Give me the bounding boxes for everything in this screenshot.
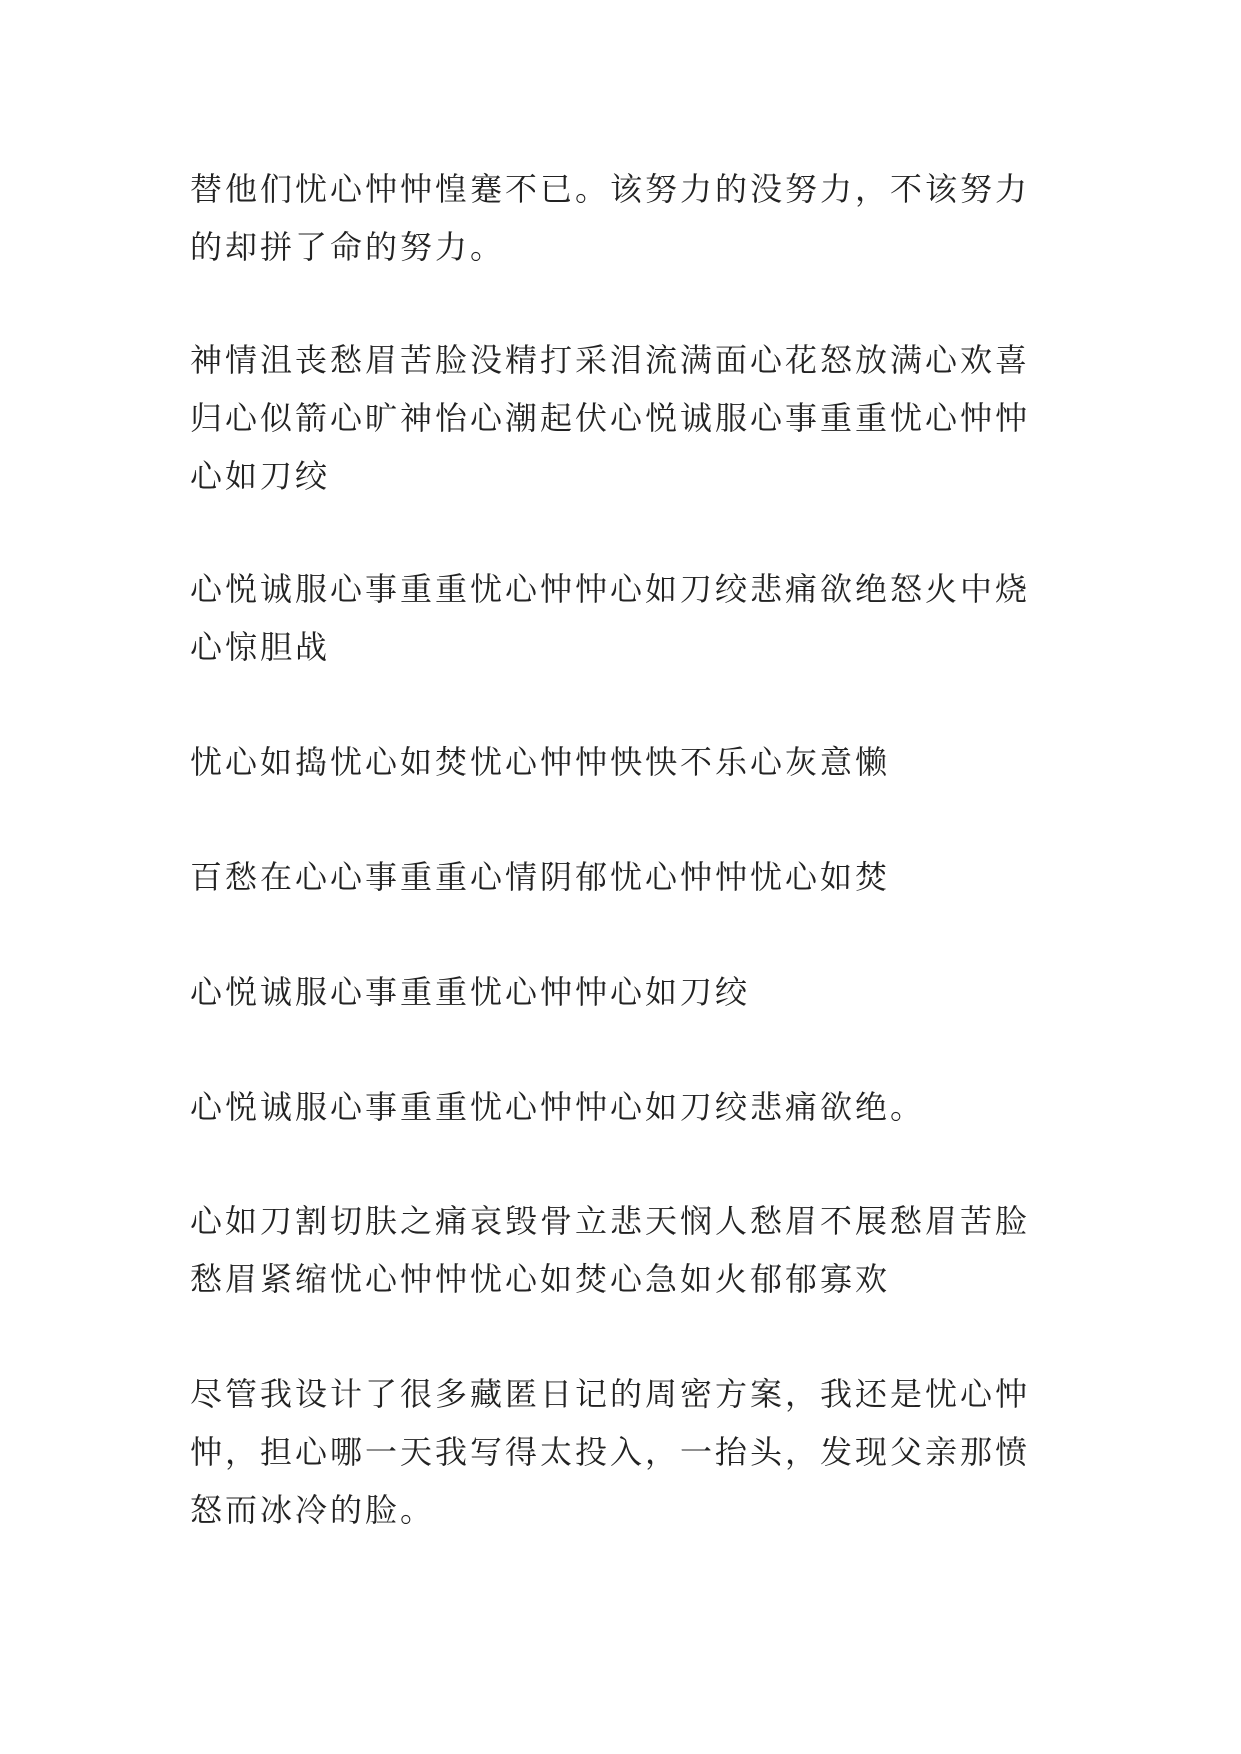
paragraph: 神情沮丧愁眉苦脸没精打采泪流满面心花怒放满心欢喜归心似箭心旷神怡心潮起伏心悦诚服心事重重忧心忡忡心如刀绞 <box>190 341 1031 495</box>
paragraph: 心如刀割切肤之痛哀毁骨立悲天悯人愁眉不展愁眉苦脸愁眉紧缩忧心忡忡忧心如焚心急如火郁郁寡欢 <box>190 1202 1031 1298</box>
paragraph: 尽管我设计了很多藏匿日记的周密方案，我还是忧心忡忡，担心哪一天我写得太投入，一抬头，发现父亲那愤怒而冰冷的脸。 <box>190 1375 1031 1529</box>
paragraph: 替他们忧心忡忡惶蹇不已。该努力的没努力，不该努力的却拼了命的努力。 <box>190 170 1031 266</box>
paragraph: 心悦诚服心事重重忧心忡忡心如刀绞悲痛欲绝怒火中烧心惊胆战 <box>190 570 1031 666</box>
paragraph: 心悦诚服心事重重忧心忡忡心如刀绞悲痛欲绝。 <box>190 1088 926 1126</box>
document-body <box>190 160 1060 1539</box>
paragraph: 心悦诚服心事重重忧心忡忡心如刀绞 <box>190 973 751 1011</box>
paragraph: 忧心如捣忧心如焚忧心忡忡怏怏不乐心灰意懒 <box>190 743 891 781</box>
paragraph: 百愁在心心事重重心情阴郁忧心忡忡忧心如焚 <box>190 858 891 896</box>
